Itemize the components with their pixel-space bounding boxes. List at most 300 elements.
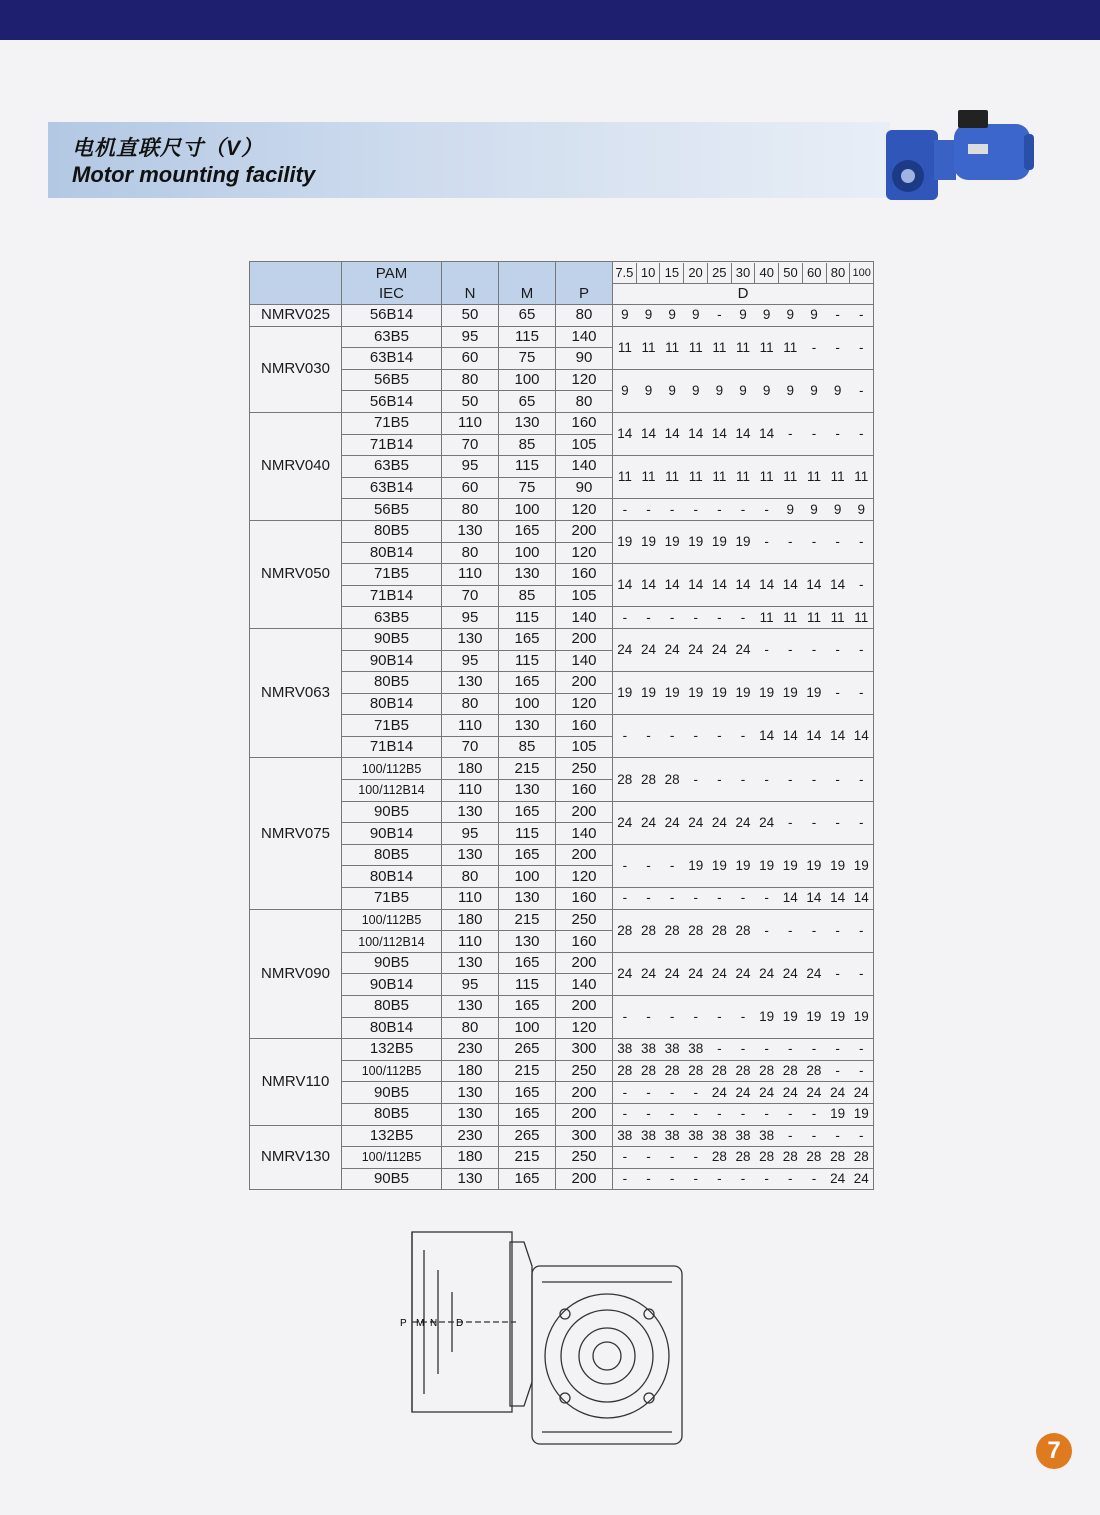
d-value: 14 [782, 728, 798, 744]
d-value: 11 [665, 339, 680, 355]
d-value: 14 [853, 890, 869, 906]
d-values-cell [613, 520, 874, 563]
p-cell: 250 [556, 758, 613, 780]
d-value: - [835, 307, 840, 323]
header-n: N [442, 262, 499, 305]
p-cell: 90 [556, 348, 613, 370]
d-value: 14 [830, 577, 846, 593]
d-value: - [646, 857, 651, 873]
p-cell: 200 [556, 520, 613, 542]
d-value: 24 [853, 1084, 869, 1100]
d-value: 38 [688, 1041, 704, 1057]
n-cell: 230 [442, 1039, 499, 1061]
iec-cell: 100/112B5 [342, 909, 442, 931]
d-value: - [740, 1009, 746, 1025]
p-cell: 300 [556, 1125, 613, 1147]
iec-cell: 90B14 [342, 650, 442, 672]
n-cell: 95 [442, 607, 499, 629]
d-value: - [740, 771, 746, 787]
d-value: 19 [830, 1009, 846, 1025]
p-cell: 140 [556, 823, 613, 845]
d-value: - [788, 642, 793, 657]
m-cell: 115 [499, 326, 556, 348]
d-value: - [622, 857, 628, 873]
d-value: - [717, 1041, 722, 1057]
m-cell: 100 [499, 866, 556, 888]
d-values-cell [613, 1039, 874, 1061]
p-cell: 140 [556, 974, 613, 996]
d-value: - [740, 890, 746, 906]
d-value: 11 [759, 469, 774, 485]
p-cell: 90 [556, 477, 613, 499]
p-cell: 250 [556, 909, 613, 931]
p-cell: 160 [556, 564, 613, 586]
title-english: Motor mounting facility [72, 162, 316, 187]
iec-cell: 56B14 [342, 391, 442, 413]
d-values-cell [613, 888, 874, 910]
iec-cell: 56B5 [342, 499, 442, 521]
d-values-cell [613, 369, 874, 412]
iec-cell: 80B14 [342, 542, 442, 564]
d-value: - [811, 771, 817, 787]
d-value: 24 [688, 814, 704, 830]
d-value: - [693, 1171, 698, 1187]
d-value: - [693, 728, 698, 744]
p-cell: 160 [556, 715, 613, 737]
iec-cell: 132B5 [342, 1039, 442, 1061]
d-value: 28 [759, 1149, 775, 1165]
d-values-cell [613, 672, 874, 715]
d-value: - [717, 771, 722, 787]
p-cell: 105 [556, 434, 613, 456]
ratio-header-cell: 20 [684, 263, 708, 283]
model-cell: NMRV063 [250, 628, 342, 758]
m-cell: 165 [499, 1168, 556, 1190]
d-value: - [764, 771, 769, 787]
d-value: 28 [735, 922, 751, 938]
iec-cell: 90B5 [342, 952, 442, 974]
d-value: 28 [688, 1063, 704, 1079]
iec-cell: 80B5 [342, 672, 442, 694]
iec-cell: 71B14 [342, 585, 442, 607]
iec-cell: 90B5 [342, 1168, 442, 1190]
d-value: 14 [688, 426, 704, 442]
m-cell: 265 [499, 1039, 556, 1061]
d-value: 19 [830, 857, 846, 873]
drawing-label-m: M [416, 1318, 425, 1329]
n-cell: 130 [442, 628, 499, 650]
header-blank-cell [250, 262, 342, 305]
d-value: 19 [782, 857, 798, 873]
d-value: - [717, 1009, 722, 1025]
d-value: 14 [782, 890, 798, 906]
d-value: 19 [664, 685, 680, 701]
table-row [250, 456, 874, 478]
page-number-badge: 7 [1036, 1433, 1072, 1469]
d-value: - [764, 922, 769, 938]
d-value: 9 [833, 501, 842, 517]
m-cell: 100 [499, 693, 556, 715]
p-cell: 200 [556, 844, 613, 866]
d-value: - [858, 642, 864, 657]
d-value: - [693, 1009, 698, 1025]
d-value: 14 [759, 577, 775, 593]
d-value: 28 [806, 1063, 822, 1079]
d-values-cell [613, 326, 874, 369]
d-value: 9 [857, 501, 865, 517]
d-value: 24 [735, 814, 751, 830]
n-cell: 130 [442, 672, 499, 694]
d-value: 14 [617, 426, 633, 442]
d-value: 19 [617, 685, 633, 701]
d-value: 9 [739, 307, 747, 323]
m-cell: 115 [499, 456, 556, 478]
d-values-cell [613, 758, 874, 801]
n-cell: 110 [442, 888, 499, 910]
d-value: 28 [640, 771, 656, 787]
d-value: 24 [711, 965, 727, 981]
n-cell: 80 [442, 499, 499, 521]
title-chinese: 电机直联尺寸（V） [72, 137, 264, 160]
n-cell: 80 [442, 1017, 499, 1039]
table-row [250, 715, 874, 737]
d-values-cell [613, 1060, 874, 1082]
n-cell: 130 [442, 520, 499, 542]
d-value: - [717, 890, 722, 906]
iec-cell: 90B14 [342, 823, 442, 845]
d-value: - [835, 1063, 840, 1079]
d-value: 24 [640, 965, 656, 981]
n-cell: 95 [442, 456, 499, 478]
d-value: 14 [782, 577, 798, 593]
iec-cell: 80B14 [342, 693, 442, 715]
d-value: 19 [853, 857, 869, 873]
n-cell: 130 [442, 801, 499, 823]
n-cell: 130 [442, 1168, 499, 1190]
gear-motor-photo [878, 100, 1038, 204]
ratio-header-cell: 100 [852, 266, 871, 279]
d-value: 19 [806, 1009, 822, 1025]
p-cell: 120 [556, 693, 613, 715]
m-cell: 165 [499, 996, 556, 1018]
iec-cell: 100/112B5 [342, 758, 442, 780]
n-cell: 80 [442, 369, 499, 391]
d-value: - [858, 534, 864, 550]
table-row [250, 1147, 874, 1169]
d-value: - [669, 890, 675, 906]
d-values-cell [613, 996, 874, 1039]
d-value: - [858, 814, 864, 830]
d-value: 14 [617, 577, 633, 593]
table-row [250, 844, 874, 866]
d-value: 24 [853, 1171, 869, 1187]
d-value: - [669, 609, 675, 625]
p-cell: 200 [556, 996, 613, 1018]
p-cell: 160 [556, 931, 613, 953]
d-value: 14 [759, 426, 775, 442]
d-value: 38 [617, 1041, 633, 1057]
d-value: 38 [664, 1127, 680, 1143]
m-cell: 115 [499, 607, 556, 629]
iec-cell: 63B5 [342, 456, 442, 478]
m-cell: 130 [499, 412, 556, 434]
d-value: - [835, 771, 840, 787]
d-value: - [740, 501, 746, 517]
d-value: 28 [664, 771, 680, 787]
d-value: 14 [735, 577, 751, 593]
d-value: - [646, 890, 651, 906]
p-cell: 200 [556, 628, 613, 650]
d-value: 24 [640, 642, 656, 657]
iec-cell: 100/112B5 [342, 1060, 442, 1082]
n-cell: 50 [442, 391, 499, 413]
d-value: 28 [617, 1063, 633, 1079]
header-pam: PAM [375, 265, 408, 282]
n-cell: 95 [442, 650, 499, 672]
d-value: 28 [782, 1063, 798, 1079]
d-value: - [811, 922, 817, 938]
header-p: P [556, 262, 613, 305]
d-values-cell [613, 844, 874, 887]
table-row [250, 326, 874, 348]
d-value: 14 [640, 577, 656, 593]
d-value: 9 [786, 307, 795, 323]
p-cell: 120 [556, 1017, 613, 1039]
iec-cell: 63B14 [342, 348, 442, 370]
d-value: - [788, 814, 793, 830]
d-value: 9 [644, 382, 653, 398]
d-value: 28 [688, 922, 704, 938]
d-value: 19 [830, 1106, 846, 1122]
n-cell: 110 [442, 780, 499, 802]
header-m: M [499, 262, 556, 305]
d-value: - [835, 339, 840, 355]
d-value: - [835, 965, 840, 981]
d-value: 19 [664, 534, 680, 550]
d-value: - [646, 1171, 651, 1187]
d-values-cell [613, 412, 874, 455]
p-cell: 105 [556, 736, 613, 758]
n-cell: 110 [442, 412, 499, 434]
d-value: 9 [691, 307, 700, 323]
header-iec: IEC [378, 285, 404, 302]
d-value: 19 [782, 1009, 798, 1025]
d-value: - [717, 1106, 722, 1122]
model-cell: NMRV110 [250, 1039, 342, 1125]
d-value: 14 [688, 577, 704, 593]
d-value: - [788, 1171, 793, 1187]
d-value: - [811, 1041, 817, 1057]
d-value: - [811, 1171, 817, 1187]
d-value: 28 [830, 1149, 846, 1165]
iec-cell: 71B14 [342, 736, 442, 758]
d-value: - [811, 426, 817, 442]
n-cell: 130 [442, 1082, 499, 1104]
d-value: - [646, 609, 651, 625]
d-value: 19 [711, 685, 727, 701]
d-values-cell [613, 1168, 874, 1190]
n-cell: 60 [442, 477, 499, 499]
d-values-cell [613, 628, 874, 671]
d-value: 28 [664, 922, 680, 938]
d-value: 38 [640, 1041, 656, 1057]
d-values-cell [613, 1125, 874, 1147]
d-value: 11 [783, 609, 798, 625]
d-value: 19 [759, 685, 775, 701]
d-value: 19 [806, 685, 822, 701]
d-value: 28 [617, 922, 633, 938]
d-value: 19 [735, 685, 751, 701]
d-value: 28 [759, 1063, 775, 1079]
table-row [250, 672, 874, 694]
p-cell: 160 [556, 780, 613, 802]
n-cell: 180 [442, 1147, 499, 1169]
d-value: - [835, 814, 840, 830]
m-cell: 85 [499, 434, 556, 456]
model-cell: NMRV130 [250, 1125, 342, 1190]
d-values-cell [613, 1147, 874, 1169]
d-values-cell [613, 1103, 874, 1125]
m-cell: 130 [499, 715, 556, 737]
header-d: D [737, 284, 749, 302]
d-value: 38 [735, 1127, 751, 1143]
d-value: 28 [640, 922, 656, 938]
d-value: - [646, 728, 651, 744]
d-value: - [788, 426, 793, 442]
table-row [250, 369, 874, 391]
table-row [250, 1125, 874, 1147]
d-value: 19 [759, 1009, 775, 1025]
d-value: - [835, 685, 840, 701]
n-cell: 70 [442, 736, 499, 758]
d-value: - [622, 1084, 628, 1100]
n-cell: 50 [442, 305, 499, 327]
p-cell: 160 [556, 888, 613, 910]
d-value: 24 [664, 965, 680, 981]
d-value: 24 [617, 642, 633, 657]
table-row [250, 909, 874, 931]
d-value: 14 [759, 728, 775, 744]
ratio-header-cell: 50 [779, 263, 803, 283]
m-cell: 100 [499, 369, 556, 391]
m-cell: 130 [499, 931, 556, 953]
table-row [250, 888, 874, 910]
m-cell: 130 [499, 888, 556, 910]
iec-cell: 90B5 [342, 1082, 442, 1104]
d-value: 28 [782, 1149, 798, 1165]
d-value: 9 [668, 382, 676, 398]
iec-cell: 71B5 [342, 564, 442, 586]
d-values-cell [613, 305, 874, 327]
d-value: 14 [640, 426, 656, 442]
d-value: - [858, 965, 864, 981]
d-value: 28 [735, 1063, 751, 1079]
d-value: - [858, 1127, 864, 1143]
d-value: 14 [711, 426, 727, 442]
iec-cell: 71B5 [342, 715, 442, 737]
m-cell: 75 [499, 348, 556, 370]
ratio-header-cell: 40 [755, 263, 779, 283]
d-value: 24 [806, 1084, 822, 1100]
d-value: - [764, 1106, 769, 1122]
iec-cell: 63B14 [342, 477, 442, 499]
m-cell: 115 [499, 650, 556, 672]
d-values-cell [613, 607, 874, 629]
p-cell: 250 [556, 1060, 613, 1082]
m-cell: 100 [499, 542, 556, 564]
d-values-cell [613, 499, 874, 521]
d-value: 24 [759, 965, 775, 981]
d-value: - [646, 1009, 651, 1025]
model-cell: NMRV025 [250, 305, 342, 327]
d-value: - [858, 1041, 864, 1057]
d-value: - [646, 1106, 651, 1122]
m-cell: 130 [499, 780, 556, 802]
d-value: - [764, 534, 769, 550]
d-value: 19 [617, 534, 633, 550]
d-value: - [764, 1041, 769, 1057]
d-value: - [835, 642, 840, 657]
d-value: 14 [664, 577, 680, 593]
model-cell: NMRV075 [250, 758, 342, 909]
d-value: 38 [711, 1127, 727, 1143]
n-cell: 130 [442, 1103, 499, 1125]
d-value: 9 [786, 501, 795, 517]
table-row [250, 520, 874, 542]
d-value: 11 [806, 609, 821, 625]
ratio-header-cell: 80 [827, 263, 851, 283]
p-cell: 105 [556, 585, 613, 607]
d-values-cell [613, 801, 874, 844]
d-value: - [622, 501, 628, 517]
iec-cell: 71B5 [342, 412, 442, 434]
iec-cell: 80B5 [342, 520, 442, 542]
d-value: - [693, 1084, 698, 1100]
d-value: 24 [664, 642, 680, 657]
n-cell: 130 [442, 996, 499, 1018]
drawing-label-p: P [400, 1318, 407, 1329]
d-value: 14 [664, 426, 680, 442]
d-value: - [858, 339, 864, 355]
table-row [250, 1039, 874, 1061]
d-value: 38 [664, 1041, 680, 1057]
d-value: - [693, 609, 698, 625]
d-value: - [764, 501, 769, 517]
d-value: 24 [711, 642, 727, 657]
d-value: 19 [688, 685, 704, 701]
d-value: 19 [806, 857, 822, 873]
table-row [250, 412, 874, 434]
d-value: 14 [735, 426, 751, 442]
d-value: - [646, 1149, 651, 1165]
drawing-label-d: D [456, 1318, 464, 1329]
m-cell: 165 [499, 844, 556, 866]
d-value: 11 [759, 339, 774, 355]
m-cell: 100 [499, 499, 556, 521]
n-cell: 180 [442, 1060, 499, 1082]
d-value: 9 [668, 307, 676, 323]
m-cell: 215 [499, 1060, 556, 1082]
table-row [250, 305, 874, 327]
header-pam-iec [342, 262, 442, 305]
d-value: - [835, 1041, 840, 1057]
ratio-header-row [613, 263, 873, 284]
m-cell: 65 [499, 391, 556, 413]
m-cell: 115 [499, 823, 556, 845]
d-value: - [669, 728, 675, 744]
iec-cell: 63B5 [342, 326, 442, 348]
d-value: 24 [688, 965, 704, 981]
